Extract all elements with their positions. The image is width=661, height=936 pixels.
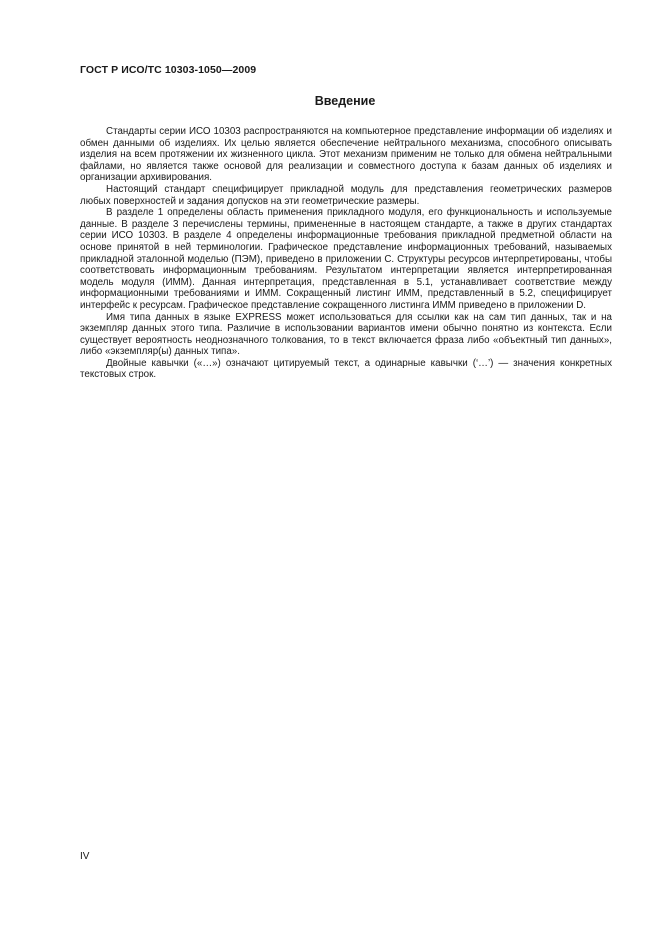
paragraph-1: Стандарты серии ИСО 10303 распространяются на компьютерное представление информации об изделиях и обмен данными об изделиях. Их целью является обеспечение нейтрального механизма, способного описывать изделия на всем протяжении их жизненного цикла. Этот механизм применим не только для обмена нейтральными файлами, но является также основой для реализации и совместного доступа к базам данных об изделиях и организации архивирования. xyxy=(80,126,612,184)
body-text xyxy=(80,126,612,381)
paragraph-5: Двойные кавычки («…») означают цитируемый текст, а одинарные кавычки (‘…’) — значения конкретных текстовых строк. xyxy=(80,357,612,381)
paragraph-2: Настоящий стандарт специфицирует прикладной модуль для представления геометрических размеров любых поверхностей и задания допусков на эти геометрические размеры. xyxy=(80,183,612,207)
paragraph-4: Имя типа данных в языке EXPRESS может использоваться для ссылки как на сам тип данных, так и на экземпляр данных этого типа. Различие в использовании вариантов имени обычно понятно из контекста. Если существует вероятность неоднозначного толкования, то в текст включается фраза либо «объектный тип данных», либо «экземпляр(ы) данных типа». xyxy=(80,311,612,358)
page-number: IV xyxy=(80,851,90,862)
document-code-header: ГОСТ Р ИСО/ТС 10303-1050—2009 xyxy=(80,64,257,76)
section-title: Введение xyxy=(314,94,376,108)
paragraph-3: В разделе 1 определены область применения прикладного модуля, его функциональность и используемые данные. В разделе 3 перечислены термины, примененные в настоящем стандарте, а также в других стандартах серии ИСО 10303. В разделе 4 определены информационные требования прикладной предметной области на основе принятой в ней терминологии. Графическое представление информационных требований, называемых прикладной эталонной моделью (ПЭМ), приведено в приложении С. Структуры ресурсов интерпретированы, чтобы соответствовать информационным требованиям. Результатом интерпретации является интерпретированная модель модуля (ИММ). Данная интерпретация, представленная в 5.1, устанавливает соответствие между информационными требованиями и ИММ. Сокращенный листинг ИММ, представленный в 5.2, специфицирует интерфейс к ресурсам. Графическое представление сокращенного листинга ИММ приведено в приложении D. xyxy=(80,207,612,311)
